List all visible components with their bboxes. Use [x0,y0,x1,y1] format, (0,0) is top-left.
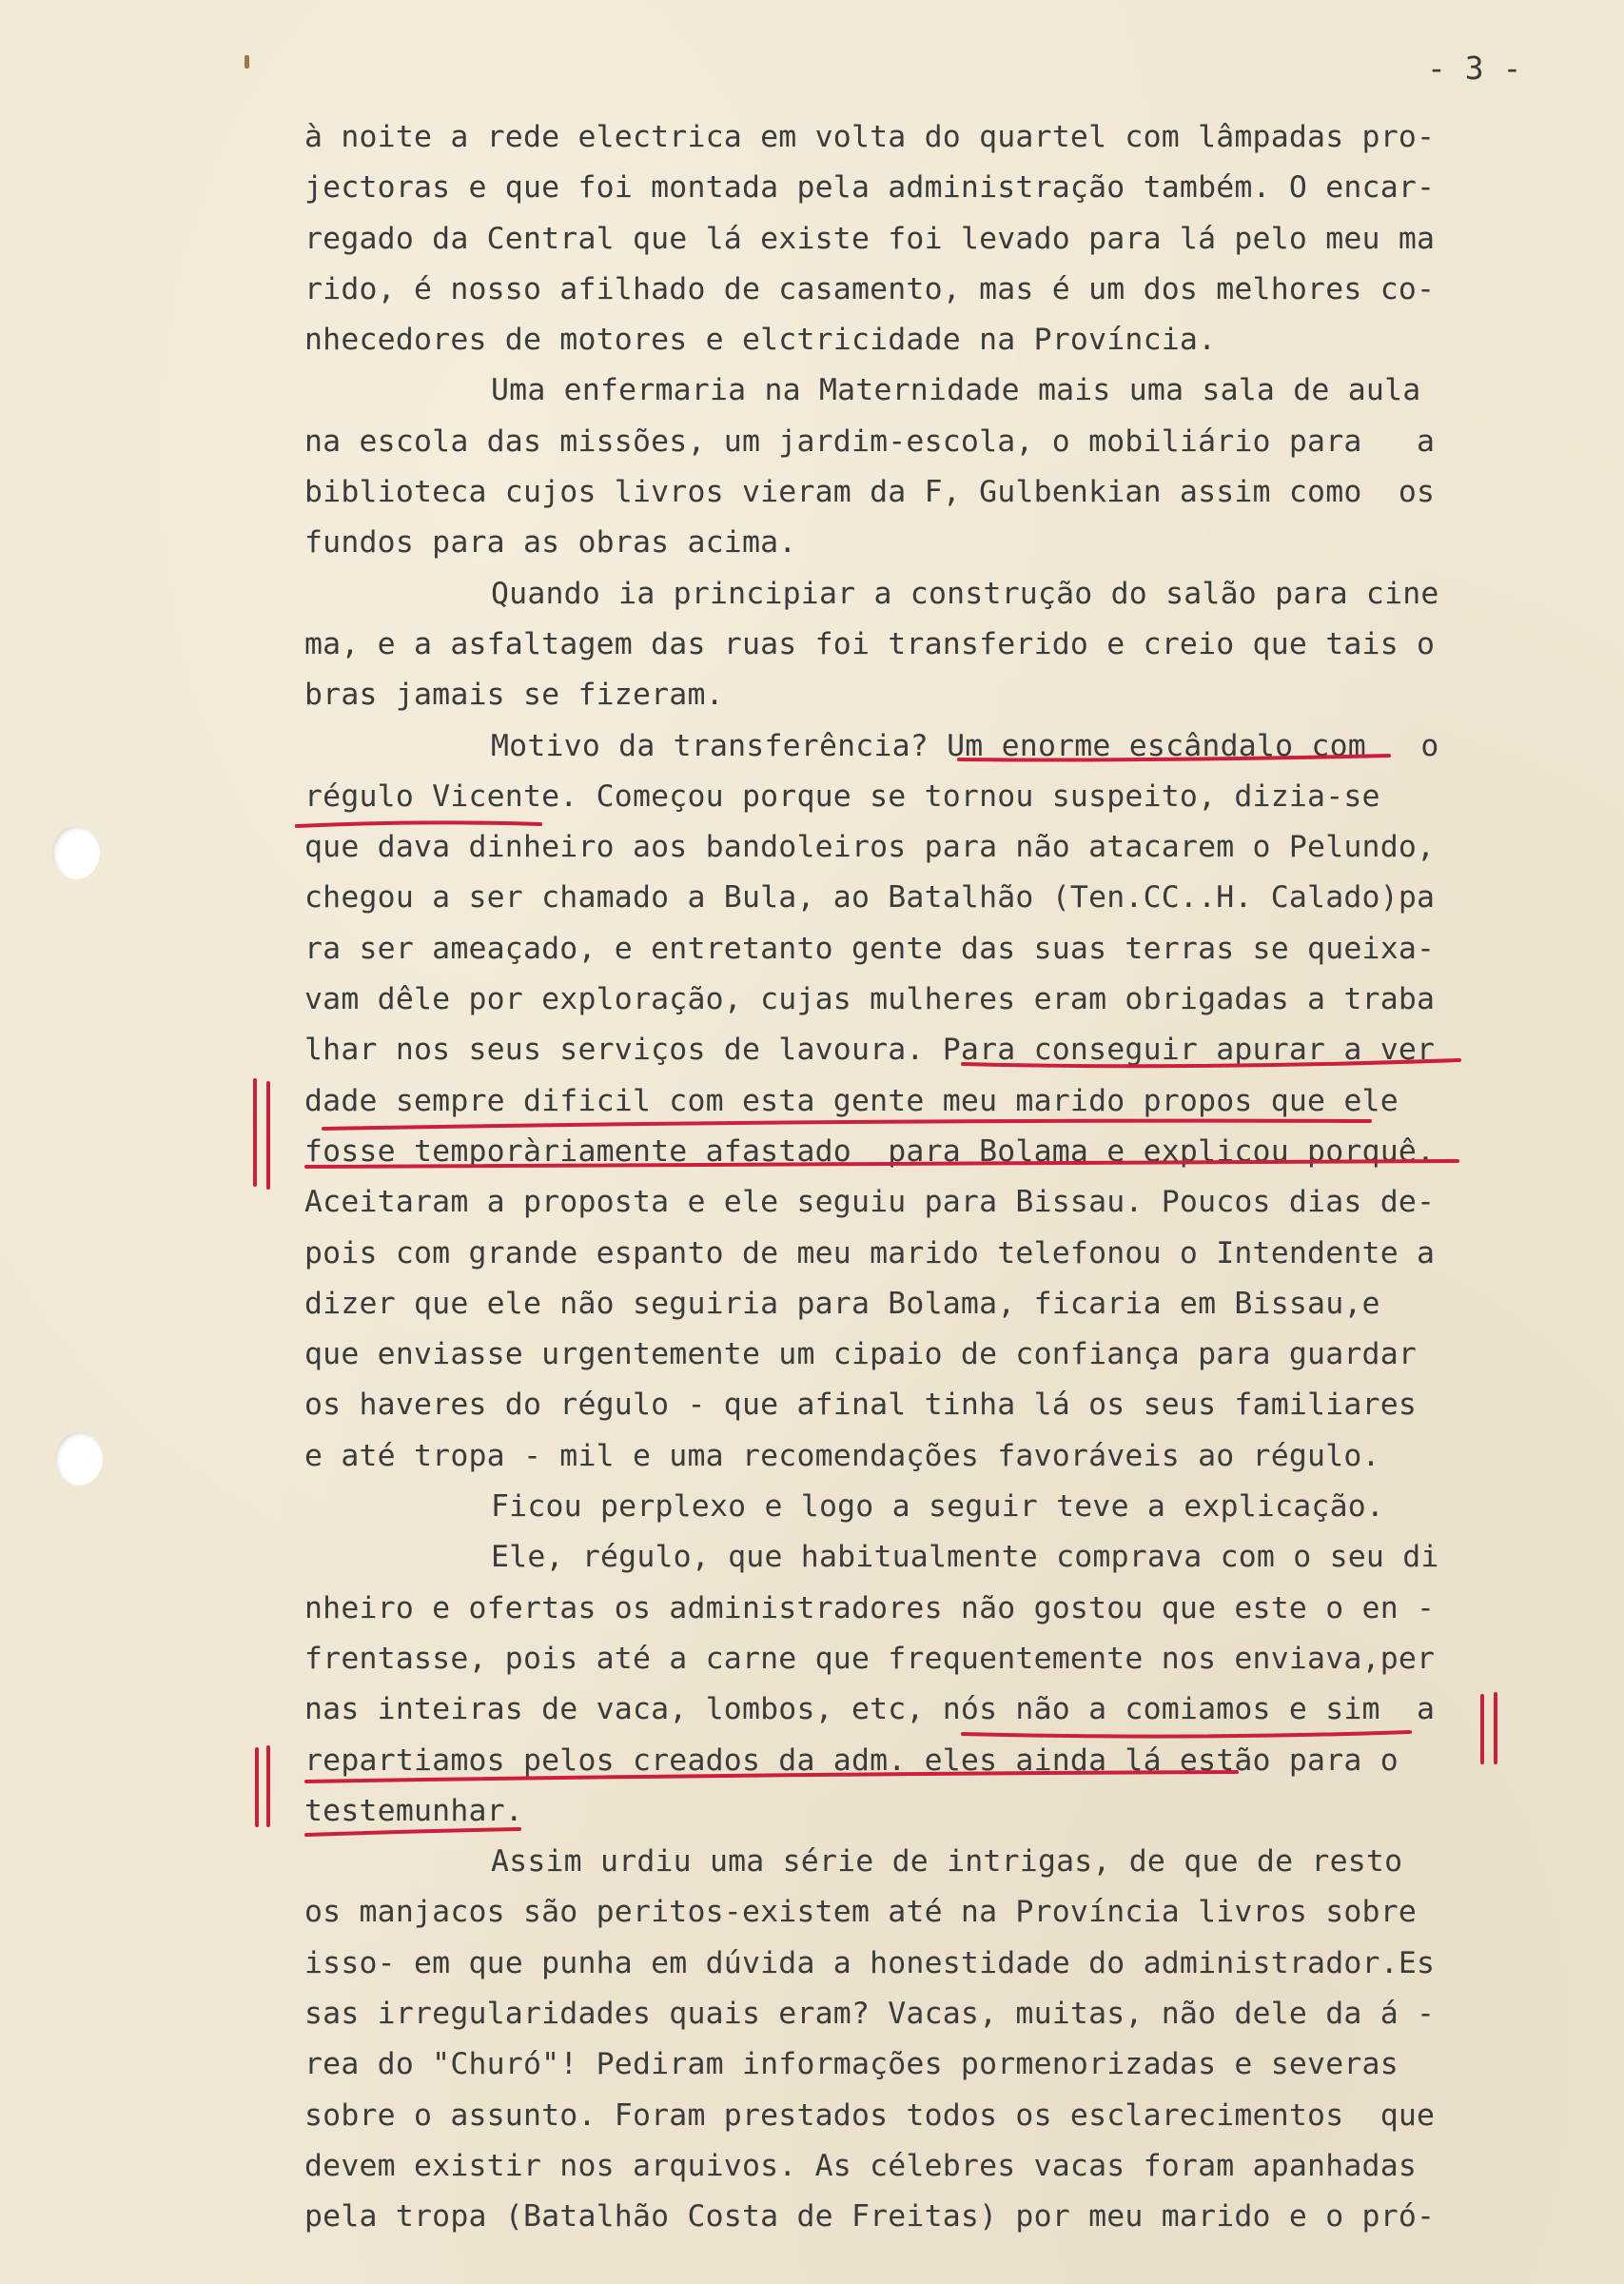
text-line: sas irregularidades quais eram? Vacas, muitas, não dele da á - [304,1996,1436,2031]
page-number: - 3 - [1427,49,1522,87]
text-line: nheiro e ofertas os administradores não gostou que este o en - [304,1590,1436,1625]
text-line: frentasse, pois até a carne que frequentemente nos enviava,per [304,1641,1436,1676]
text-line: Ficou perplexo e logo a seguir teve a explicação. [491,1489,1385,1525]
text-line: Quando ia principiar a construção do salão para cine [491,576,1439,611]
text-line: Uma enfermaria na Maternidade mais uma sala de aula [491,373,1421,408]
text-line: nhecedores de motores e elctricidade na Província. [304,323,1217,358]
text-line: dizer que ele não seguiria para Bolama, ficaria em Bissau,e [304,1286,1380,1321]
punch-hole-upper [52,826,100,879]
text-line: Motivo da transferência? Um enorme escândalo com o [491,728,1439,763]
text-line: que enviasse urgentemente um cipaio de confiança para guardar [304,1337,1418,1372]
text-line: Ele, régulo, que habitualmente comprava com o seu di [491,1540,1439,1575]
text-line: sobre o assunto. Foram prestados todos os esclarecimentos que [304,2097,1436,2133]
text-line: fundos para as obras acima. [304,525,797,561]
text-line: na escola das missões, um jardim-escola, o mobiliário para a [304,423,1436,459]
typed-body-text [304,112,1484,2242]
text-line: bras jamais se fizeram. [304,678,724,713]
text-line: os manjacos são peritos-existem até na Província livros sobre [304,1895,1418,1930]
text-line: pela tropa (Batalhão Costa de Freitas) por meu marido e o pró- [304,2199,1436,2235]
text-line: regado da Central que lá existe foi levado para lá pelo meu ma [304,221,1436,256]
text-line: os haveres do régulo - que afinal tinha lá os seus familiares [304,1388,1418,1423]
text-line: rea do "Churó"! Pediram informações pormenorizadas e severas [304,2047,1399,2082]
text-line: isso- em que punha em dúvida a honestidade do administrador.Es [304,1945,1436,1980]
text-line: chegou a ser chamado a Bula, ao Batalhão (Ten.CC..H. Calado)pa [304,880,1436,916]
text-line: jectoras e que foi montada pela administração também. O encar- [304,170,1436,206]
text-line: ma, e a asfaltagem das ruas foi transferido e creio que tais o [304,626,1436,661]
text-line: fosse temporàriamente afastado para Bolama e explicou porquê. [304,1133,1436,1169]
text-line: que dava dinheiro aos bandoleiros para não atacarem o Pelundo, [304,830,1436,865]
text-line: repartiamos pelos creados da adm. eles ainda lá estão para o [304,1743,1399,1778]
text-line: Aceitaram a proposta e ele seguiu para Bissau. Poucos dias de- [304,1185,1436,1220]
text-line: Assim urdiu uma série de intrigas, de que de resto [491,1844,1403,1880]
text-line: lhar nos seus serviços de lavoura. Para conseguir apurar a ver [304,1033,1436,1068]
text-line: rido, é nosso afilhado de casamento, mas é um dos melhores co- [304,271,1436,306]
text-line: testemunhar. [304,1793,523,1828]
text-line: biblioteca cujos livros vieram da F, Gulbenkian assim como os [304,475,1436,510]
text-line: ra ser ameaçado, e entretanto gente das suas terras se queixa- [304,931,1436,966]
ink-spot [245,55,249,69]
text-line: devem existir nos arquivos. As célebres vacas foram apanhadas [304,2148,1418,2183]
text-line: régulo Vicente. Começou porque se tornou suspeito, dizia-se [304,778,1380,814]
punch-hole-lower [55,1432,103,1486]
text-line: dade sempre dificil com esta gente meu marido propos que ele [304,1083,1399,1118]
text-line: vam dêle por exploração, cujas mulheres eram obrigadas a traba [304,982,1436,1017]
text-line: pois com grande espanto de meu marido telefonou o Intendente a [304,1235,1436,1270]
text-line: à noite a rede electrica em volta do quartel com lâmpadas pro- [304,120,1436,154]
text-line: nas inteiras de vaca, lombos, etc, nós não a comiamos e sim a [304,1692,1436,1727]
text-line: e até tropa - mil e uma recomendações favoráveis ao régulo. [304,1438,1380,1473]
